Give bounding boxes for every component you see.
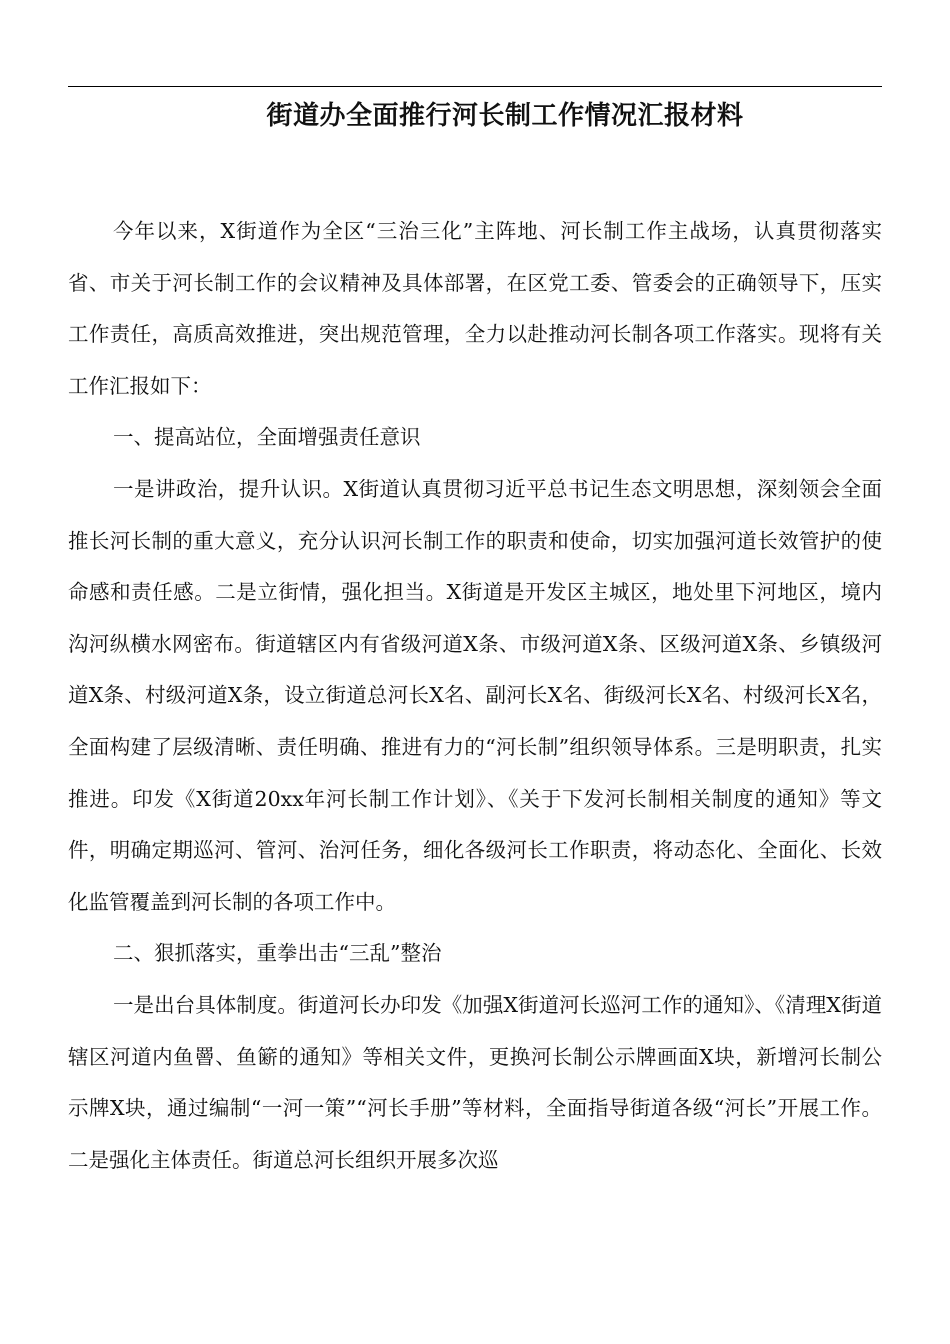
section-heading-1: 一、提高站位，全面增强责任意识 — [113, 425, 421, 450]
intro-paragraph: 今年以来，X街道作为全区“三治三化”主阵地、河长制工作主战场，认真贯彻落实省、市关于河长制工作的会议精神及具体部署，在区党工委、管委会的正确领导下，压实工作责任，高质高效推进，突出规范管理，全力以赴推动河长制各项工作落实。现将有关工作汇报如下： — [68, 219, 882, 398]
document-title: 街道办全面推行河长制工作情况汇报材料 — [266, 101, 744, 131]
header-rule — [68, 86, 882, 87]
section-2-paragraph: 一是出台具体制度。街道河长办印发《加强X街道河长巡河工作的通知》、《清理X街道辖区河道内鱼罾、鱼簖的通知》等相关文件，更换河长制公示牌画面X块，新增河长制公示牌X块，通过编制“一河一策”“河长手册”等材料，全面指导街道各级“河长”开展工作。二是强化主体责任。街道总河长组织开展多次巡 — [68, 992, 882, 1172]
section-heading-2: 二、狠抓落实，重拳出击“三乱”整治 — [113, 941, 442, 966]
section-1-paragraph: 一是讲政治，提升认识。X街道认真贯彻习近平总书记生态文明思想，深刻领会全面推长河长制的重大意义，充分认识河长制工作的职责和使命，切实加强河道长效管护的使命感和责任感。二是立街情，强化担当。X街道是开发区主城区，地处里下河地区，境内沟河纵横水网密布。街道辖区内有省级河道X条、市级河道X条、区级河道X条、乡镇级河道X条、村级河道X条，设立街道总河长X名、副河长X名、街级河长X名、村级河长X名，全面构建了层级清晰、责任明确、推进有力的“河长制”组织领导体系。三是明职责，扎实推进。印发《X街道20xx年河长制工作计划》、《关于下发河长制相关制度的通知》等文件，明确定期巡河、管河、治河任务，细化各级河长工作职责，将动态化、全面化、长效化监管覆盖到河长制的各项工作中。 — [68, 476, 882, 914]
document-body — [68, 206, 882, 1186]
